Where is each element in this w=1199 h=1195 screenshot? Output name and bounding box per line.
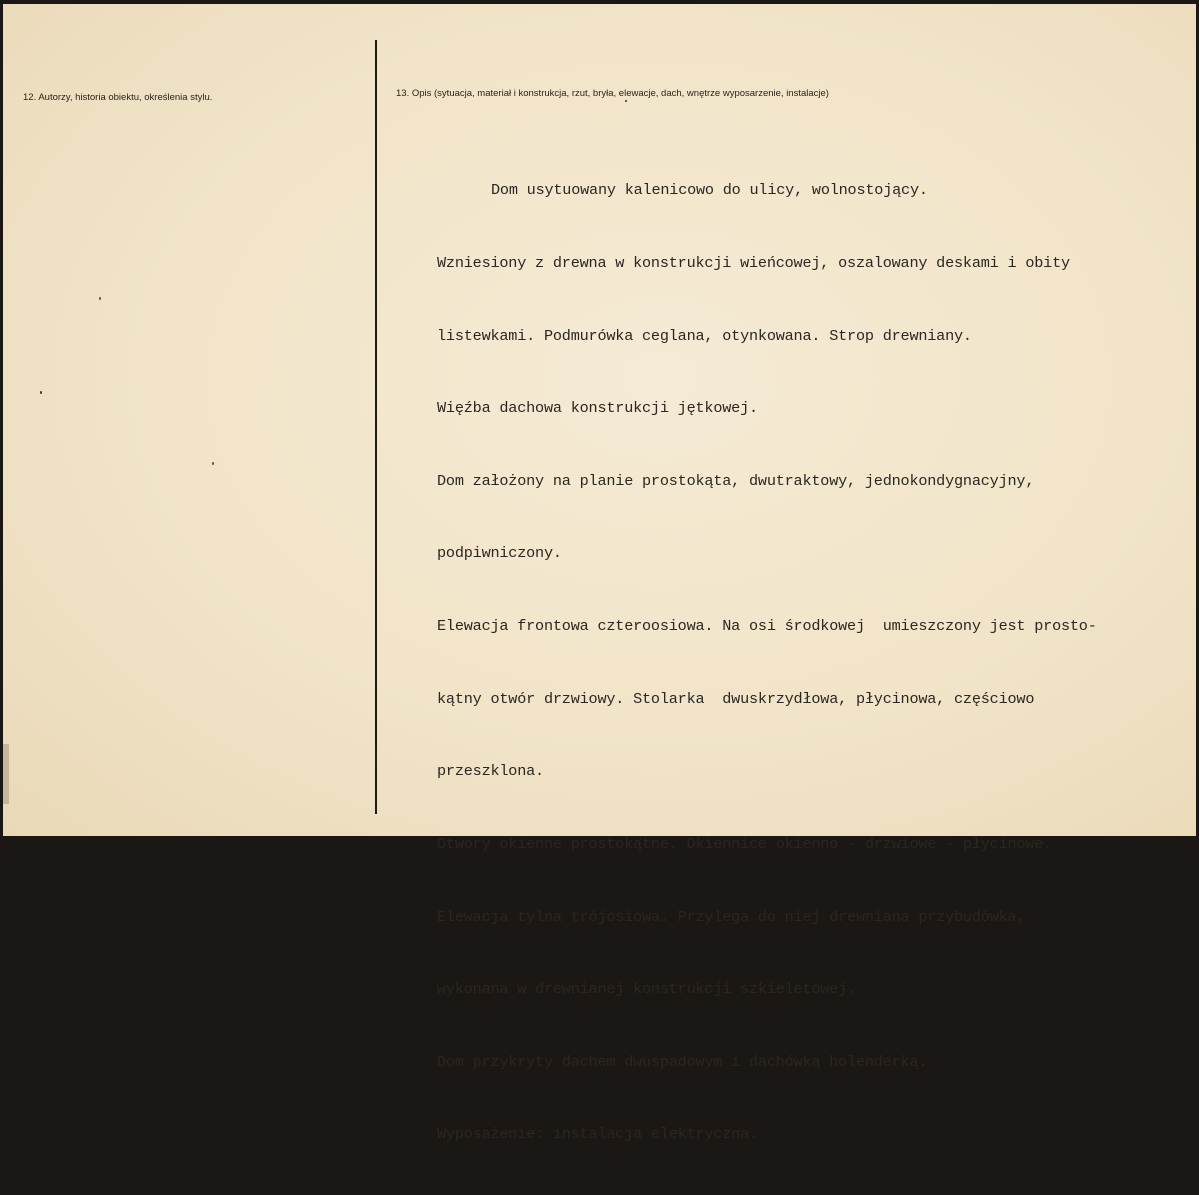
- description-line: Wzniesiony z drewna w konstrukcji wieńcowej, oszalowany deskami i obity: [437, 254, 1070, 273]
- description-line: wykonana w drewnianej konstrukcji szkieletowej.: [437, 980, 856, 999]
- description-line: przeszklona.: [437, 762, 544, 781]
- field-13-label: 13. Opis (sytuacja, materiał i konstrukcja, rzut, bryła, elewacje, dach, wnętrze wyposarzenie, instalacje): [396, 88, 829, 99]
- description-line: Dom przykryty dachem dwuspadowym i dachówką holenderką.: [437, 1052, 928, 1071]
- description-line: Dom założony na planie prostokąta, dwutraktowy, jednokondygnacyjny,: [437, 471, 1035, 490]
- description-line: podpiwniczony.: [437, 544, 562, 563]
- document-sheet: [3, 4, 1196, 1144]
- field-12-label: 12. Autorzy, historia obiektu, określenia stylu.: [23, 92, 213, 103]
- description-line: Elewacja tylna trójosiowa. Przylega do niej drewniana przybudówka,: [437, 907, 1026, 926]
- paper-speck: [625, 100, 627, 102]
- paper-speck: [40, 391, 42, 394]
- edge-stain: [3, 744, 9, 804]
- description-line: Dom usytuowany kalenicowo do ulicy, wolnostojący.: [491, 181, 928, 200]
- description-line: Elewacja frontowa czteroosiowa. Na osi środkowej umieszczony jest prosto-: [437, 617, 1097, 636]
- description-line: Otwory okienne prostokątne. Okiennice okienno - drzwiowe - płycinowe.: [437, 834, 1053, 853]
- description-line: Wyposażenie: instalacja elektryczna.: [437, 1125, 758, 1144]
- description-line: listewkami. Podmurówka ceglana, otynkowana. Strop drewniany.: [437, 326, 972, 345]
- paper-speck: [99, 297, 101, 300]
- description-line: Więźba dachowa konstrukcji jętkowej.: [437, 399, 758, 418]
- paper-speck: [212, 462, 214, 465]
- column-divider: [375, 40, 377, 814]
- description-line: kątny otwór drzwiowy. Stolarka dwuskrzydłowa, płycinowa, częściowo: [437, 689, 1035, 708]
- description-text: [437, 130, 1097, 1195]
